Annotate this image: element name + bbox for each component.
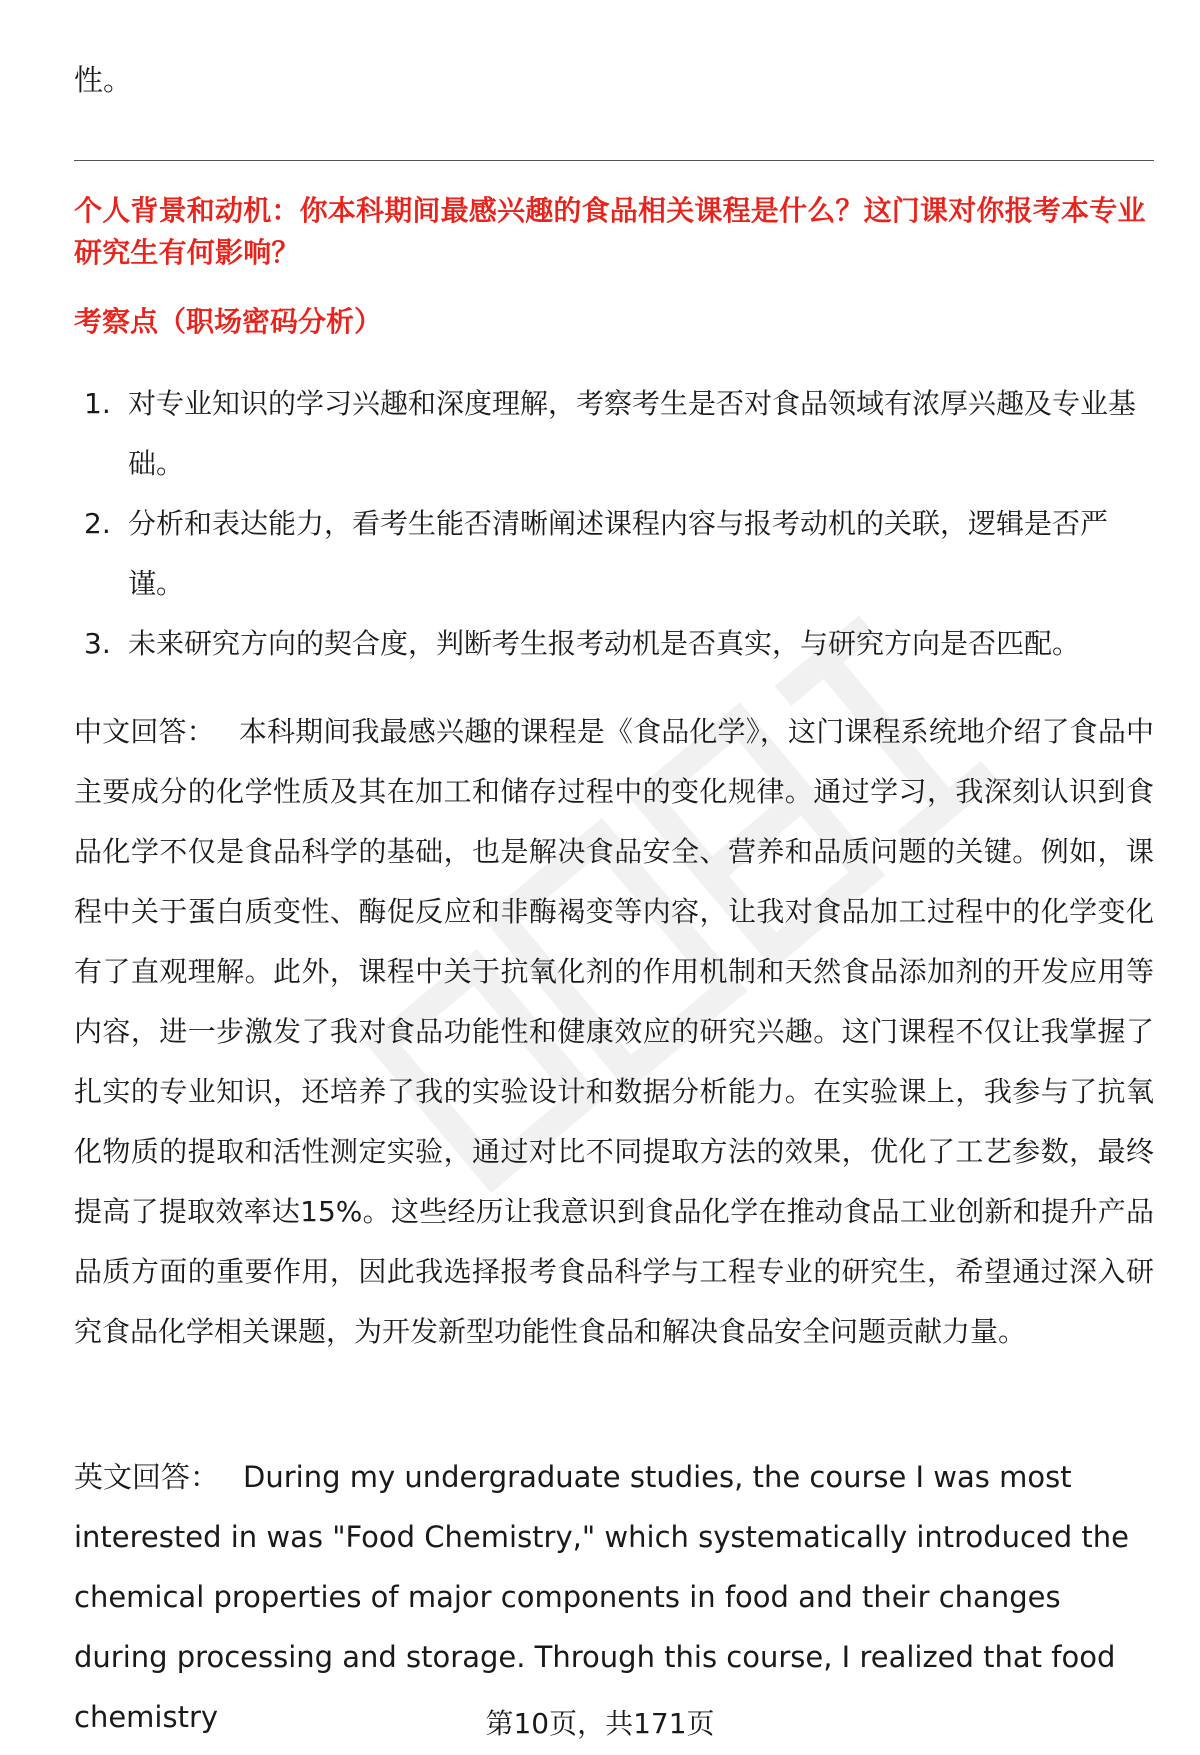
page-number-footer: 第10页，共171页 (485, 1707, 715, 1740)
list-item (74, 374, 1154, 494)
list-item (74, 614, 1154, 674)
english-answer-label: 英文回答： (74, 1460, 220, 1494)
carry-over-text: 性。 (74, 63, 133, 97)
section-divider (74, 160, 1154, 161)
list-item-text: 对专业知识的学习兴趣和深度理解，考察考生是否对食品领域有浓厚兴趣及专业基础。 (128, 387, 1137, 480)
english-answer-text: During my undergraduate studies, the course I was most interested in was "Food Chemistry," which systematically introduced the chemical properties of major components in food and their changes during processing and storage. Through this course, I realized that food chemistry (74, 1460, 1129, 1734)
chinese-answer (74, 702, 1154, 1362)
list-item-number: 1. (84, 387, 111, 420)
document-page (74, 0, 1154, 1755)
list-item-text: 分析和表达能力，看考生能否清晰阐述课程内容与报考动机的关联，逻辑是否严谨。 (128, 507, 1109, 600)
list-item-text: 未来研究方向的契合度，判断考生报考动机是否真实，与研究方向是否匹配。 (128, 627, 1081, 660)
assessment-label: 考察点（职场密码分析） (74, 305, 383, 338)
chinese-answer-text: 本科期间我最感兴趣的课程是《食品化学》，这门课程系统地介绍了食品中主要成分的化学性质及其在加工和储存过程中的变化规律。通过学习，我深刻认识到食品化学不仅是食品科学的基础，也是解决食品安全、营养和品质问题的关键。例如，课程中关于蛋白质变性、酶促反应和非酶褐变等内容，让我对食品加工过程中的化学变化有了直观理解。此外，课程中关于抗氧化剂的作用机制和天然食品添加剂的开发应用等内容，进一步激发了我对食品功能性和健康效应的研究兴趣。这门课程不仅让我掌握了扎实的专业知识，还培养了我的实验设计和数据分析能力。在实验课上，我参与了抗氧化物质的提取和活性测定实验，通过对比不同提取方法的效果，优化了工艺参数，最终提高了提取效率达15%。这些经历让我意识到食品化学在推动食品工业创新和提升产品品质方面的重要作用，因此我选择报考食品科学与工程专业的研究生，希望通过深入研究食品化学相关课题，为开发新型功能性食品和解决食品安全问题贡献力量。 (74, 715, 1154, 1348)
list-item-number: 2. (84, 507, 111, 540)
assessment-points-list (74, 374, 1154, 674)
list-item-number: 3. (84, 627, 111, 660)
chinese-answer-label: 中文回答： (74, 715, 215, 748)
english-answer (74, 1447, 1154, 1747)
list-item (74, 494, 1154, 614)
question-heading: 个人背景和动机：你本科期间最感兴趣的食品相关课程是什么？这门课对你报考本专业研究生有何影响？ (74, 194, 1146, 269)
